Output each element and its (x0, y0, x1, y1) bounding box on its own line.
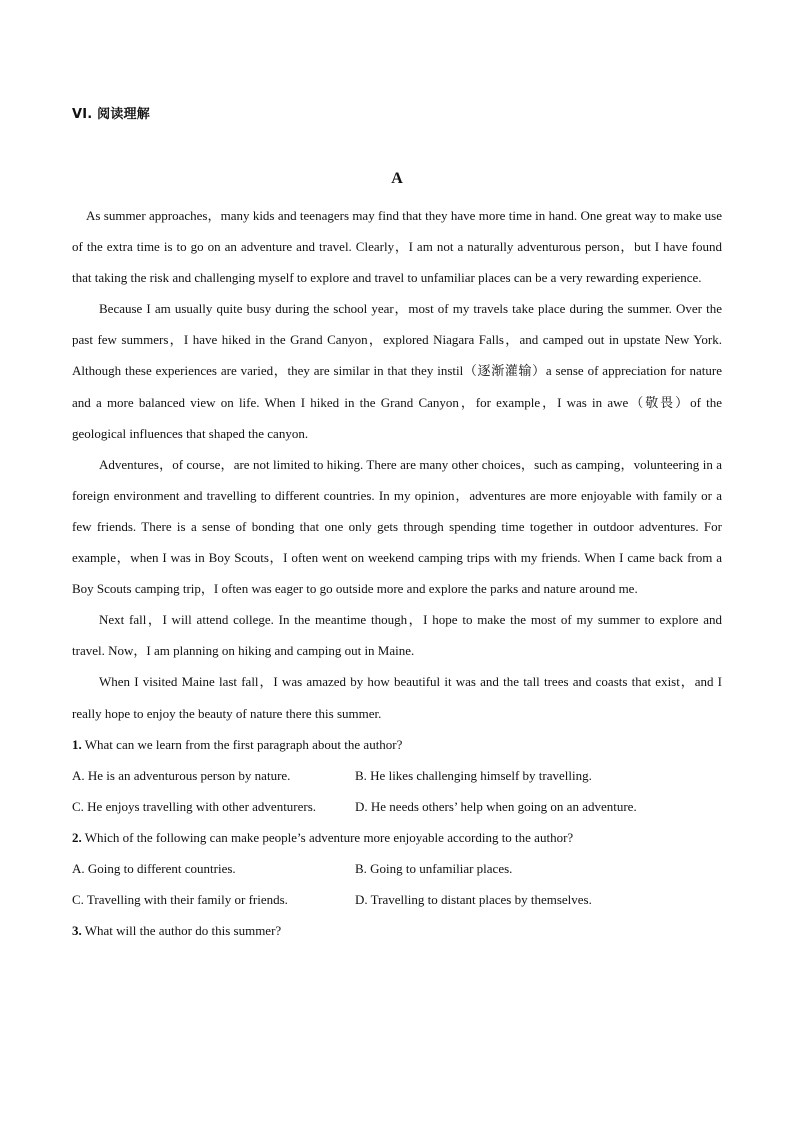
question-text: What will the author do this summer? (84, 923, 282, 939)
question-number: 1. (72, 736, 82, 752)
option-b[interactable]: B. Going to unfamiliar places. (355, 860, 513, 876)
option-d[interactable]: D. Travelling to distant places by themselves. (355, 892, 592, 908)
question-text: What can we learn from the first paragraph about the author? (84, 736, 403, 752)
question-1 (72, 729, 722, 760)
passage-paragraph-1: As summer approaches，many kids and teenagers may find that they have more time in hand. One great way to make use of the extra time is to go on an adventure and travel. Clearly，I am not a naturally adventurous person，but I have found that taking the risk and challenging myself to explore and travel to unfamiliar places can be a very rewarding experience. (72, 208, 722, 286)
question-2-options-row-1 (72, 853, 722, 884)
passage-paragraph-3: Adventures，of course，are not limited to hiking. There are many other choices，such as camping，volunteering in a foreign environment and travelling to different countries. In my opinion，adventures are more enjoyable with family or a few friends. There is a sense of bonding that one only gets through spending time together in outdoor adventures. For example，when I was in Boy Scouts，I often went on weekend camping trips with my friends. When I came back from a Boy Scouts camping trip，I often was eager to go outside more and explore the parks and nature around me. (72, 456, 722, 597)
question-number: 3. (72, 923, 82, 939)
section-title: VI. 阅读理解 (72, 107, 150, 122)
option-a[interactable]: A. He is an adventurous person by nature. (72, 767, 291, 783)
option-c[interactable]: C. Travelling with their family or friends. (72, 892, 288, 908)
option-b[interactable]: B. He likes challenging himself by travelling. (355, 767, 592, 783)
question-1-options-row-2 (72, 791, 722, 822)
question-text: Which of the following can make people’s adventure more enjoyable according to the author? (84, 829, 574, 845)
passage-paragraph-4: Next fall，I will attend college. In the meantime though，I hope to make the most of my summer to explore and travel. Now，I am planning on hiking and camping out in Maine. (72, 612, 722, 659)
question-2 (72, 822, 722, 853)
question-1-options-row-1 (72, 760, 722, 791)
question-number: 2. (72, 829, 82, 845)
option-d[interactable]: D. He needs others’ help when going on an adventure. (355, 798, 637, 814)
question-3 (72, 915, 722, 946)
passage-label: A (391, 170, 403, 187)
reading-passage (72, 200, 722, 946)
passage-paragraph-2: Because I am usually quite busy during the school year，most of my travels take place during the summer. Over the past few summers，I have hiked in the Grand Canyon，explored Niagara Falls，and camped out in upstate New York. Although these experiences are varied，they are similar in that they instil（逐渐灌输）a sense of appreciation for nature and a more balanced view on life. When I hiked in the Grand Canyon，for example，I was in awe（敬畏）of the geological influences that shaped the canyon. (72, 301, 722, 441)
option-a[interactable]: A. Going to different countries. (72, 860, 236, 876)
question-2-options-row-2 (72, 884, 722, 915)
passage-paragraph-5: When I visited Maine last fall，I was amazed by how beautiful it was and the tall trees and coasts that exist，and I really hope to enjoy the beauty of nature there this summer. (72, 674, 722, 721)
option-c[interactable]: C. He enjoys travelling with other adventurers. (72, 798, 317, 814)
